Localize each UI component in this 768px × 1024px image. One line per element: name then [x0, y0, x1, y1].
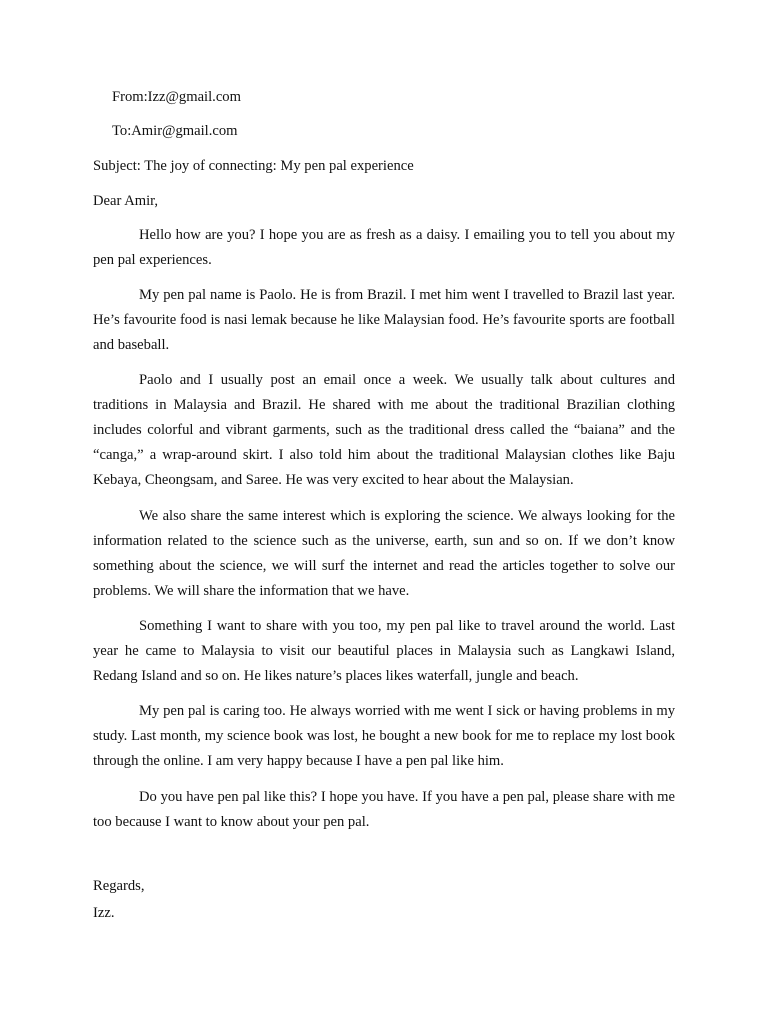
subject-line: Subject: The joy of connecting: My pen pal experience [93, 158, 414, 174]
closing: Regards, [93, 878, 145, 894]
to-line: To:Amir@gmail.com [112, 123, 238, 139]
body-paragraph: We also share the same interest which is exploring the science. We always looking for the information related to the science such as the universe, earth, sun and so on. If we don’t know something about the science, we will surf the internet and read the articles together to solve our problems. We will share the information that we have. [93, 508, 675, 599]
body-paragraph: Something I want to share with you too, my pen pal like to travel around the world. Last year he came to Malaysia to visit our beautiful places in Malaysia such as Langkawi Island, Redang Island and so on. He likes nature’s places likes waterfall, jungle and beach. [93, 618, 675, 684]
body-paragraph: My pen pal is caring too. He always worried with me went I sick or having problems in my study. Last month, my science book was lost, he bought a new book for me to replace my lost book through the online. I am very happy because I have a pen pal like him. [93, 703, 675, 769]
body-paragraph: My pen pal name is Paolo. He is from Brazil. I met him went I travelled to Brazil last year. He’s favourite food is nasi lemak because he like Malaysian food. He’s favourite sports are football and baseball. [93, 287, 675, 353]
signature: Izz. [93, 905, 115, 921]
body-paragraph: Hello how are you? I hope you are as fresh as a daisy. I emailing you to tell you about my pen pal experiences. [93, 227, 675, 268]
from-line: From:Izz@gmail.com [112, 89, 241, 105]
salutation: Dear Amir, [93, 193, 159, 209]
body-paragraph: Do you have pen pal like this? I hope you have. If you have a pen pal, please share with me too because I want to know about your pen pal. [93, 789, 675, 830]
body-paragraph: Paolo and I usually post an email once a week. We usually talk about cultures and traditions in Malaysia and Brazil. He shared with me about the traditional Brazilian clothing includes colorful and vibrant garments, such as the traditional dress called the “baiana” and the “canga,” a wrap-around skirt. I also told him about the traditional Malaysian clothes like Baju Kebaya, Cheongsam, and Saree. He was very excited to hear about the Malaysian. [93, 372, 675, 488]
